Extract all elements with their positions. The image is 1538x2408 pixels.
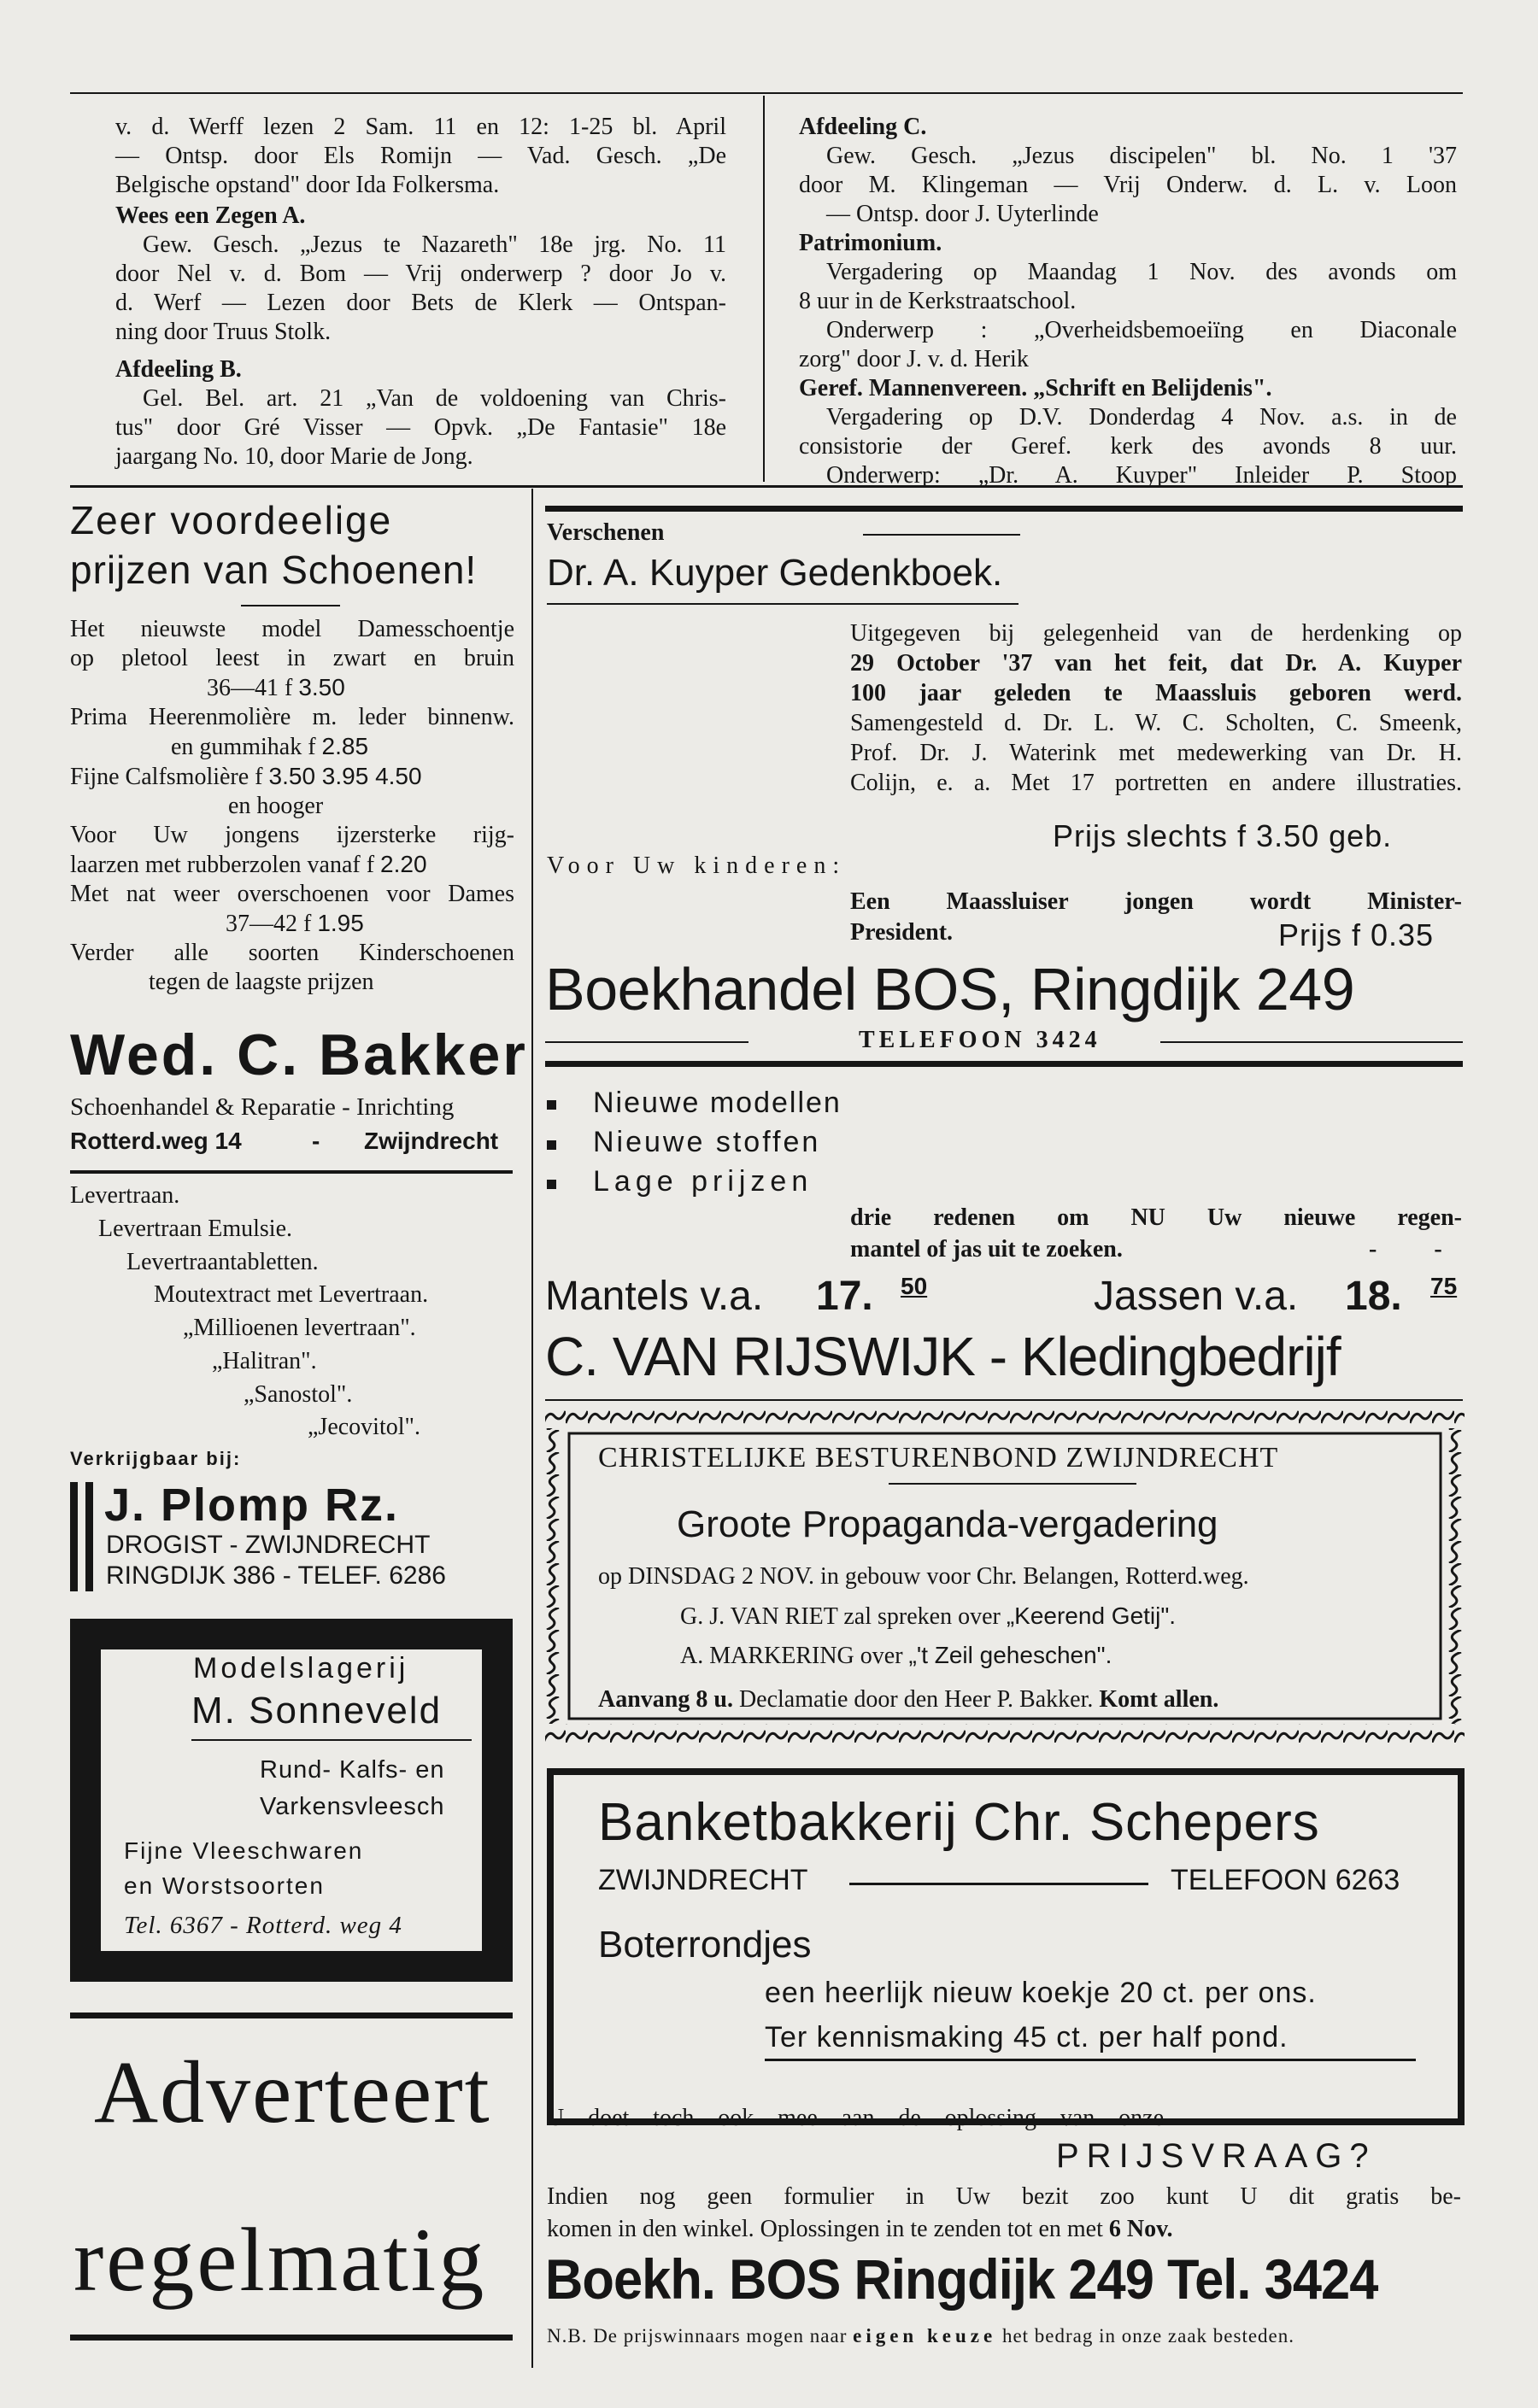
text-line: 100 jaar geleden te Maassluis geboren werd. (850, 680, 1462, 706)
text-line: — Ontsp. door Els Romijn — Vad. Gesch. „De (115, 143, 726, 169)
rule (545, 1041, 748, 1043)
prijsvraag-title: PRIJSVRAAG? (1056, 2137, 1377, 2175)
slagerij-underline (191, 1739, 472, 1741)
text-line: Met nat weer overschoenen voor Dames (70, 881, 514, 907)
text-line: Voor Uw jongens ijzersterke rijg- (70, 822, 514, 848)
levertraan-item: Moutextract met Levertraan. (154, 1281, 429, 1308)
top-column-divider (763, 96, 765, 482)
text-line: Onderwerp : „Overheidsbemoeiïng en Diaconale (826, 317, 1457, 343)
slagerij-line: en Worstsoorten (124, 1872, 325, 1899)
underline (765, 2059, 1416, 2061)
kinderen-label: Voor Uw kinderen: (547, 852, 847, 879)
section-heading: Afdeeling C. (799, 114, 927, 140)
plomp-side-bar (85, 1482, 93, 1591)
text-line: d. Werf — Lezen door Bets de Klerk — Ontspan- (115, 290, 726, 316)
reason-line-2: mantel of jas uit te zoeken. (850, 1236, 1123, 1263)
text-line: Onderwerp: „Dr. A. Kuyper" Inleider P. Stoop (826, 462, 1457, 489)
shoes-shop-name: Wed. C. Bakker (70, 1022, 528, 1087)
book-title: Dr. A. Kuyper Gedenkboek. (547, 552, 1003, 594)
book2-price: Prijs f 0.35 (1278, 917, 1435, 952)
schepers-line-1: een heerlijk nieuw koekje 20 ct. per ons. (765, 1977, 1317, 2009)
reason-line-1: drie redenen om NU Uw nieuwe regen- (850, 1204, 1462, 1231)
levertraan-item: Levertraantabletten. (126, 1249, 319, 1275)
prijsvraag-shop: Boekh. BOS Ringdijk 249 Tel. 3424 (545, 2247, 1378, 2311)
thick-rule (70, 2335, 513, 2341)
slagerij-line: Fijne Vleeschwaren (124, 1837, 364, 1864)
levertraan-item: Levertraan. (70, 1182, 180, 1209)
schepers-tel: TELEFOON 6263 (1171, 1864, 1400, 1896)
text-line: en hooger (228, 793, 324, 819)
thick-rule (70, 2013, 513, 2018)
section-heading: Afdeeling B. (115, 356, 242, 383)
levertraan-item: Levertraan Emulsie. (98, 1216, 293, 1242)
text-line: 8 uur in de Kerkstraatschool. (799, 288, 1077, 314)
rijswijk-name: C. VAN RIJSWIJK - Kledingbedrijf (545, 1326, 1341, 1387)
text-line: jaargang No. 10, door Marie de Jong. (115, 443, 473, 470)
slagerij-line: Rund- Kalfs- en (260, 1756, 445, 1784)
plomp-name: J. Plomp Rz. (104, 1479, 400, 1531)
short-rule (889, 1483, 1136, 1485)
bond-headline: Groote Propaganda-vergadering (677, 1503, 1218, 1545)
jassen-cents: 75 (1430, 1273, 1458, 1299)
text-line: ning door Truus Stolk. (115, 319, 332, 345)
text-line: Prof. Dr. J. Waterink met medewerking van Dr. H. (850, 740, 1462, 766)
short-rule (241, 605, 340, 606)
prijsvraag-line-3: komen in den winkel. Oplossingen in te zenden tot en met 6 Nov. (547, 2216, 1173, 2242)
schepers-product: Boterrondjes (598, 1924, 812, 1966)
price-line: laarzen met rubberzolen vanaf f 2.20 (70, 851, 427, 878)
bond-line-1: op DINSDAG 2 NOV. in gebouw voor Chr. Belangen, Rotterd.weg. (598, 1563, 1249, 1590)
rule (1160, 1041, 1463, 1043)
text-line: zorg" door J. v. d. Herik (799, 346, 1029, 372)
shoes-body (70, 615, 514, 997)
text-line: Gel. Bel. art. 21 „Van de voldoening van Chris- (143, 385, 726, 412)
shoes-headline-1: Zeer voordeelige (70, 498, 393, 542)
price-line: 37—42 f 1.95 (226, 910, 364, 937)
verkrijgbaar-label: Verkrijgbaar bij: (70, 1448, 242, 1469)
rule (70, 1170, 513, 1174)
text-line: tus" door Gré Visser — Opvk. „De Fantasie" 18e (115, 414, 726, 441)
bookshop-telefoon: TELEFOON 3424 (859, 1027, 1101, 1053)
bullet-text: Nieuwe modellen (593, 1087, 842, 1119)
mantels-price: 17. (816, 1274, 873, 1319)
bullet-square (547, 1180, 556, 1189)
thick-rule (545, 506, 1463, 512)
adverteert-line-2: regelmatig (73, 2210, 487, 2310)
top-left-column (115, 113, 726, 472)
text-line: consistorie der Geref. kerk des avonds 8 uur. (799, 433, 1457, 460)
text-line: Prima Heerenmolière m. leder binnenw. (70, 704, 514, 730)
schepers-line-2: Ter kennismaking 45 ct. per half pond. (765, 2021, 1289, 2054)
price-line: Fijne Calfsmolière f 3.50 3.95 4.50 (70, 763, 422, 790)
text-line: Gew. Gesch. „Jezus discipelen" bl. No. 1 '37 (826, 143, 1457, 169)
text-line: Vergadering op D.V. Donderdag 4 Nov. a.s. in de (826, 404, 1457, 431)
slagerij-title: Modelslagerij (193, 1652, 409, 1684)
short-rule (863, 534, 1020, 536)
text-line: Colijn, e. a. Met 17 portretten en andere illustraties. (850, 770, 1462, 796)
bullet-text: Nieuwe stoffen (593, 1126, 821, 1158)
jassen-price: 18. (1345, 1274, 1402, 1319)
text-line: op pletool leest in zwart en bruin (70, 645, 514, 671)
shoes-addr-left: Rotterd.weg 14 (70, 1128, 242, 1154)
text-line: Belgische opstand" door Ida Folkersma. (115, 172, 500, 198)
jassen-label: Jassen v.a. (1094, 1274, 1299, 1319)
reason-dashes: - - (1369, 1236, 1468, 1263)
book2-line-1: Een Maassluiser jongen wordt Minister- (850, 888, 1462, 915)
schepers-title: Banketbakkerij Chr. Schepers (598, 1793, 1320, 1852)
slagerij-tel: Tel. 6367 - Rotterd. weg 4 (124, 1912, 402, 1939)
section-heading: Geref. Mannenvereen. „Schrift en Belijdenis". (799, 375, 1272, 401)
levertraan-item: „Jecovitol". (308, 1414, 420, 1440)
shoes-addr-dash: - (312, 1128, 320, 1154)
text-line: 29 October '37 van het feit, dat Dr. A. Kuyper (850, 650, 1462, 677)
text-line: Vergadering op Maandag 1 Nov. des avonds om (826, 259, 1457, 285)
levertraan-item: „Sanostol". (244, 1381, 353, 1408)
text-line: Het nieuwste model Damesschoentje (70, 616, 514, 642)
verschenen-label: Verschenen (547, 519, 665, 546)
main-column-divider (531, 489, 533, 2368)
bookshop-name: Boekhandel BOS, Ringdijk 249 (545, 956, 1355, 1022)
schepers-city: ZWIJNDRECHT (598, 1864, 808, 1896)
bond-line-4: Aanvang 8 u. Declamatie door den Heer P. Bakker. Komt allen. (598, 1686, 1219, 1713)
shoes-headline-2: prijzen van Schoenen! (70, 548, 478, 592)
prijsvraag-line-2: Indien nog geen formulier in Uw bezit zoo kunt U dit gratis be- (547, 2183, 1461, 2210)
prijsvraag-line-1: U doet toch ook mee aan de oplossing van onze (547, 2105, 1164, 2131)
top-right-column (799, 113, 1457, 490)
shoes-addr-right: Zwijndrecht (364, 1128, 499, 1154)
book-description (850, 618, 1462, 798)
mantels-label: Mantels v.a. (545, 1274, 764, 1319)
plomp-line-1: DROGIST - ZWIJNDRECHT (106, 1531, 431, 1559)
plomp-line-2: RINGDIJK 386 - TELEF. 6286 (106, 1561, 446, 1590)
text-line: door Nel v. d. Bom — Vrij onderwerp ? door Jo v. (115, 261, 726, 287)
slagerij-line: Varkensvleesch (260, 1793, 445, 1820)
plomp-side-bar (70, 1482, 78, 1591)
title-underline (547, 603, 1018, 605)
text-line: door M. Klingeman — Vrij Onderw. d. L. v. Loon (799, 172, 1457, 198)
rule (849, 1883, 1148, 1885)
bond-line-3: A. MARKERING over „'t Zeil geheschen". (680, 1642, 1112, 1669)
top-rule (70, 92, 1463, 94)
levertraan-item: „Millioenen levertraan". (183, 1315, 416, 1341)
text-line: Uitgegeven bij gelegenheid van de herdenking op (850, 620, 1462, 647)
text-line: tegen de laagste prijzen (149, 969, 374, 995)
price-line: en gummihak f 2.85 (171, 733, 369, 760)
book-price: Prijs slechts f 3.50 geb. (1053, 818, 1393, 853)
bullet-text: Lage prijzen (593, 1165, 813, 1198)
section-heading: Patrimonium. (799, 230, 942, 256)
levertraan-item: „Halitran". (212, 1348, 317, 1374)
section-heading: Wees een Zegen A. (115, 202, 306, 229)
text-line: Verder alle soorten Kinderschoenen (70, 940, 514, 966)
bullet-square (547, 1100, 556, 1110)
thick-rule (545, 1061, 1463, 1067)
text-line: — Ontsp. door J. Uyterlinde (826, 201, 1099, 227)
shoes-shop-sub: Schoenhandel & Reparatie - Inrichting (70, 1093, 455, 1121)
prijsvraag-nb: N.B. De prijswinnaars mogen naar eigen keuze het bedrag in onze zaak besteden. (547, 2325, 1295, 2346)
price-line: 36—41 f 3.50 (207, 674, 345, 701)
text-line: Gew. Gesch. „Jezus te Nazareth" 18e jrg. No. 11 (143, 231, 726, 258)
mantels-cents: 50 (901, 1273, 928, 1299)
book2-line-2: President. (850, 919, 954, 946)
slagerij-name: M. Sonneveld (191, 1690, 443, 1731)
bond-title: CHRISTELIJKE BESTURENBOND ZWIJNDRECHT (598, 1442, 1279, 1474)
rule (545, 1399, 1463, 1401)
text-line: Samengesteld d. Dr. L. W. C. Scholten, C. Smeenk, (850, 710, 1462, 736)
bullet-square (547, 1140, 556, 1150)
adverteert-line-1: Adverteert (94, 2043, 491, 2141)
bond-line-2: G. J. VAN RIET zal spreken over „Keerend Getij". (680, 1602, 1177, 1630)
text-line: v. d. Werff lezen 2 Sam. 11 en 12: 1-25 bl. April (115, 114, 726, 140)
